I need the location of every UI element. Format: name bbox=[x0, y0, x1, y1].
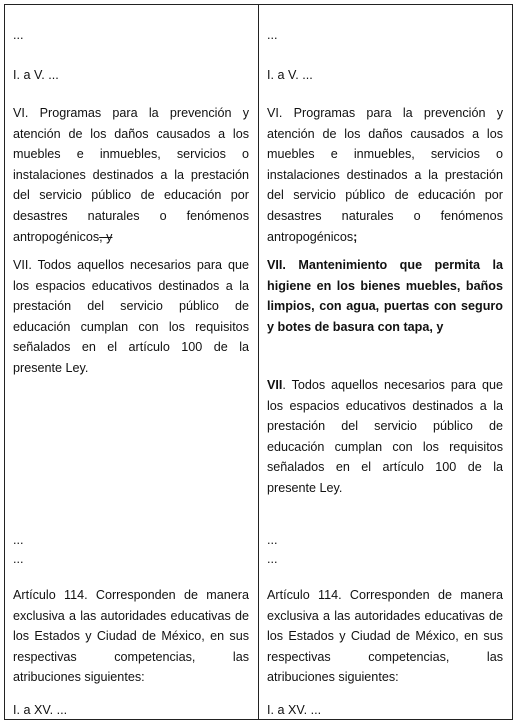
ellipsis: ... bbox=[13, 28, 24, 42]
ellipsis: ... bbox=[267, 533, 278, 547]
fraction-vi bbox=[13, 103, 249, 247]
fraction-vi bbox=[267, 103, 503, 247]
fraction-number: VII bbox=[267, 378, 283, 392]
fraction-vi-text: VI. Programas para la prevención y atención de los daños causados a los muebles e inmuebles, servicios o instalaciones destinados a la prestación del servicio público de educación por desastres naturales o fenómenos antropogénicos bbox=[267, 106, 503, 244]
ellipsis: ... bbox=[13, 552, 24, 566]
fraction-viii-text: . Todos aquellos necesarios para que los espacios educativos destinados a la prestación del servicio público de educación cumplan con los requisitos señalados en el artículo 100 de la presente Ley. bbox=[267, 378, 503, 495]
fractions-i-to-v: I. a V. ... bbox=[267, 68, 313, 82]
fraction-vii-new: VII. Mantenimiento que permita la higiene en los bienes muebles, baños limpios, con agua, puertas con seguro y botes de basura con tapa, y bbox=[267, 258, 503, 334]
fraction-viii bbox=[267, 375, 503, 499]
struck-text: , y bbox=[99, 229, 113, 244]
fraction-vii: VII. Todos aquellos necesarios para que los espacios educativos destinados a la prestación del servicio público de educación cumplan con los requisitos señalados en el artículo 100 de la presente Ley. bbox=[13, 258, 249, 375]
ellipsis: ... bbox=[267, 552, 278, 566]
fractions-i-to-v: I. a V. ... bbox=[13, 68, 59, 82]
fractions-i-to-xv: I. a XV. ... bbox=[13, 703, 68, 717]
fraction-vi-text: VI. Programas para la prevención y atención de los daños causados a los muebles e inmuebles, servicios o instalaciones destinados a la prestación del servicio público de educación por desastres naturales o fenómenos antropogénicos bbox=[13, 106, 249, 244]
article-114: Artículo 114. Corresponden de manera exclusiva a las autoridades educativas de los Estados y Ciudad de México, en sus respectivas competencias, las atribuciones siguientes: bbox=[267, 588, 503, 685]
ellipsis: ... bbox=[267, 28, 278, 42]
fractions-i-to-xv: I. a XV. ... bbox=[267, 703, 322, 717]
ellipsis: ... bbox=[13, 533, 24, 547]
added-text: ; bbox=[353, 229, 358, 244]
column-proposed-text bbox=[258, 5, 512, 719]
article-114: Artículo 114. Corresponden de manera exclusiva a las autoridades educativas de los Estados y Ciudad de México, en sus respectivas competencias, las atribuciones siguientes: bbox=[13, 588, 249, 685]
column-current-text bbox=[5, 5, 258, 719]
comparison-table bbox=[4, 4, 513, 720]
